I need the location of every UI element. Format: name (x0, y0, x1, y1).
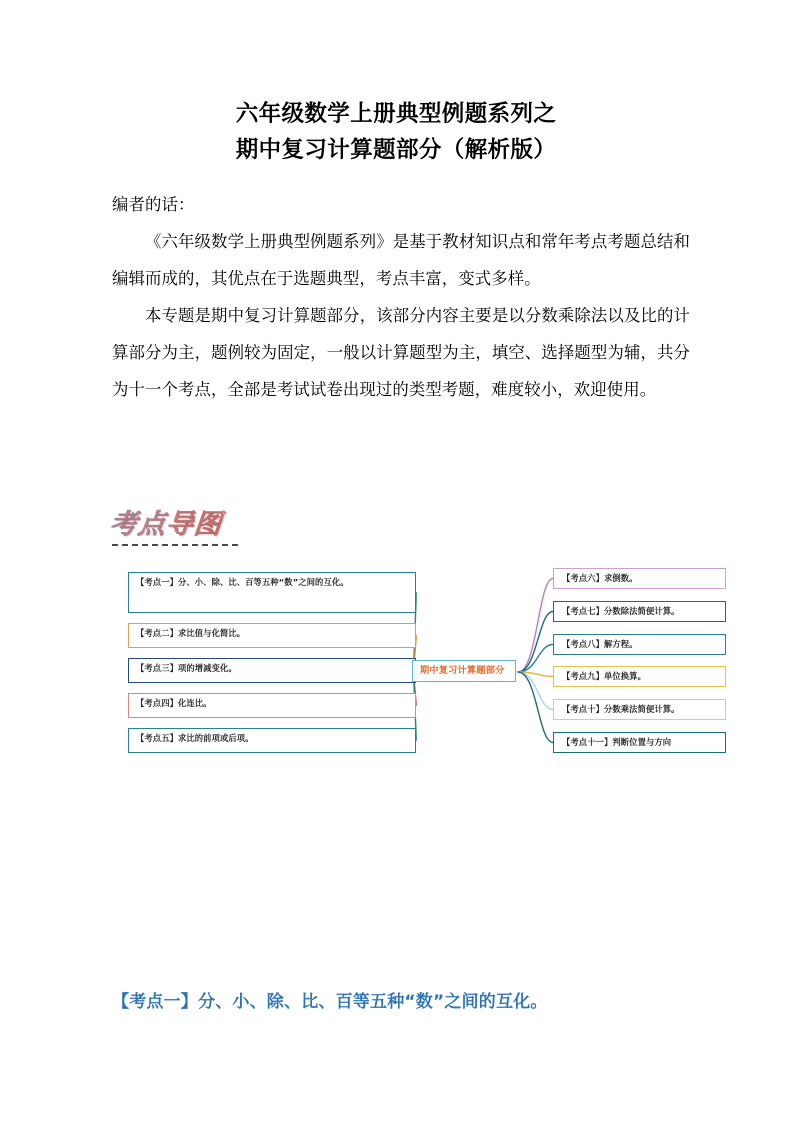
mindmap-node-left-2: 【考点二】求比值与化简比。 (128, 623, 416, 648)
section-heading-kaodian-1: 【考点一】分、小、除、比、百等五种“数”之间的互化。 (112, 992, 548, 1012)
mindmap-diagram (118, 560, 728, 785)
intro-paragraph-2: 本专题是期中复习计算题部分，该部分内容主要是以分数乘除法以及比的计算部分为主，题例较为固定，一般以计算题型为主，填空、选择题型为辅，共分为十一个考点，全部是考试试卷出现过的类型考题，难度较小，欢迎使用。 (112, 306, 690, 399)
document-title (96, 96, 696, 168)
mindmap-node-right-3: 【考点八】解方程。 (553, 634, 726, 655)
document-body (112, 186, 690, 408)
mindmap-node-left-4: 【考点四】化连比。 (128, 693, 416, 718)
mindmap-node-right-2: 【考点七】分数除法简便计算。 (553, 601, 726, 622)
mindmap-node-left-3: 【考点三】项的增减变化。 (128, 658, 416, 683)
title-line-2: 期中复习计算题部分（解析版） (235, 137, 557, 163)
mindmap-node-right-4: 【考点九】单位换算。 (553, 666, 726, 687)
mindmap-node-right-1: 【考点六】求倒数。 (553, 568, 726, 589)
deco-heading-underline (112, 544, 238, 546)
editor-note-label: 编者的话： (112, 195, 195, 214)
mindmap-center-node: 期中复习计算题部分 (412, 660, 516, 682)
mindmap-node-right-6: 【考点十一】判断位置与方向 (553, 732, 726, 753)
deco-heading-text: 考点导图 (108, 509, 224, 540)
title-line-1: 六年级数学上册典型例题系列之 (235, 101, 557, 127)
mindmap-node-left-1: 【考点一】分、小、除、比、百等五种“数”之间的互化。 (128, 572, 416, 613)
mindmap-node-left-5: 【考点五】求比的前项或后项。 (128, 728, 416, 753)
mindmap-section-heading (110, 508, 260, 552)
mindmap-node-right-5: 【考点十】分数乘法简便计算。 (553, 699, 726, 720)
intro-paragraph-1: 《六年级数学上册典型例题系列》是基于教材知识点和常年考点考题总结和编辑而成的，其优点在于选题典型，考点丰富，变式多样。 (112, 232, 690, 288)
